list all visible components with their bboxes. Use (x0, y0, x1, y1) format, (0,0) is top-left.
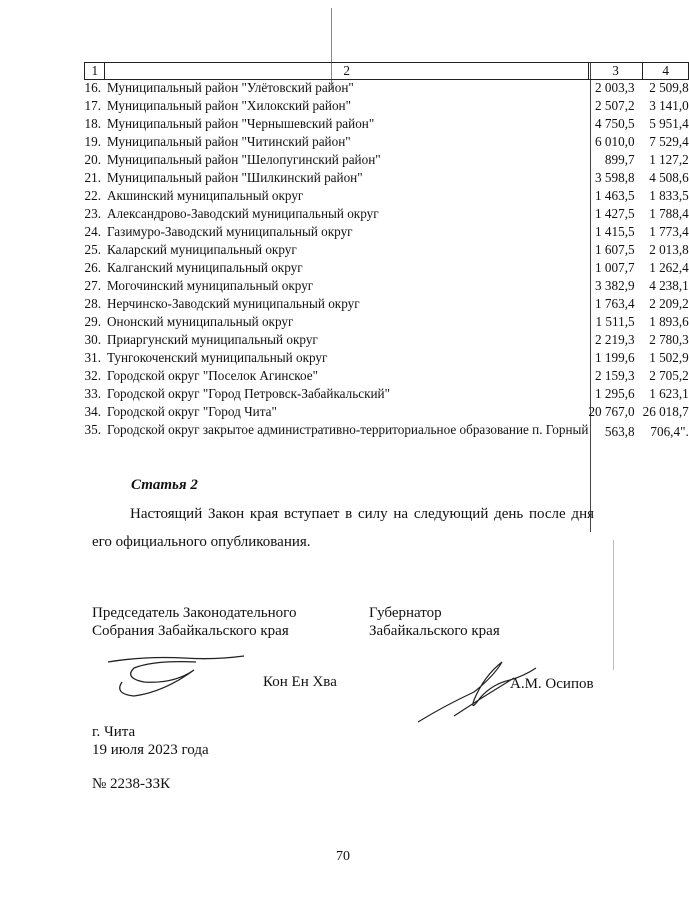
row-value-col3: 4 750,5 (595, 116, 635, 131)
row-value-col4: 1 502,9 (649, 350, 689, 365)
row-number: 32. (84, 368, 101, 383)
row-municipality-name: Ононский муниципальный округ (106, 314, 294, 329)
table-row (85, 170, 689, 188)
row-number: 20. (84, 152, 101, 167)
row-value-col3: 1 199,6 (595, 350, 635, 365)
row-value-col4: 1 773,4 (649, 224, 689, 239)
row-municipality-name: Муниципальный район "Улётовский район" (106, 80, 354, 95)
row-municipality-name: Муниципальный район "Чернышевский район" (106, 116, 375, 131)
row-number: 27. (84, 278, 101, 293)
table-row (85, 296, 689, 314)
row-value-col3: 1 427,5 (595, 206, 635, 221)
row-number: 28. (84, 296, 101, 311)
row-number: 22. (84, 188, 101, 203)
row-number: 30. (84, 332, 101, 347)
row-municipality-name: Городской округ "Город Петровск-Забайкальский" (106, 386, 390, 401)
table-row (85, 98, 689, 116)
row-municipality-name: Каларский муниципальный округ (106, 242, 297, 257)
table-row (85, 242, 689, 260)
table-row (85, 116, 689, 134)
table-row (85, 152, 689, 170)
row-value-col3: 1 511,5 (595, 314, 635, 329)
row-value-col4: 2 705,2 (649, 368, 689, 383)
row-number: 24. (84, 224, 101, 239)
table-row (85, 368, 689, 386)
row-value-col3: 2 159,3 (595, 368, 635, 383)
row-value-col4: 1 262,4 (649, 260, 689, 275)
row-value-col4: 2 780,3 (649, 332, 689, 347)
row-value-col4: 1 127,2 (649, 152, 689, 167)
row-value-col3: 3 598,8 (595, 170, 635, 185)
table-row (85, 422, 689, 440)
row-number: 34. (84, 404, 101, 419)
row-value-col4: 7 529,4 (649, 134, 689, 149)
row-number: 23. (84, 206, 101, 221)
header-col-3: 3 (588, 63, 642, 80)
row-value-col4: 3 141,0 (649, 98, 689, 113)
table-row (85, 314, 689, 332)
right-signatory-name: А.М. Осипов (510, 676, 594, 692)
row-value-col3: 1 607,5 (595, 242, 635, 257)
table-row (85, 134, 689, 152)
row-value-col3: 563,8 (604, 424, 635, 439)
page-number: 70 (336, 849, 350, 864)
row-value-col4: 2 013,8 (649, 242, 689, 257)
row-number: 18. (84, 116, 101, 131)
row-value-col3: 1 463,5 (595, 188, 635, 203)
table-row (85, 188, 689, 206)
row-value-col4: 4 238,1 (649, 278, 689, 293)
row-municipality-name: Газимуро-Заводский муниципальный округ (106, 224, 353, 239)
row-value-col4: 1 788,4 (649, 206, 689, 221)
table-row (85, 260, 689, 278)
header-col-1: 1 (85, 63, 105, 80)
row-number: 29. (84, 314, 101, 329)
date: 19 июля 2023 года (92, 742, 209, 758)
left-title-line2: Собрания Забайкальского края (92, 623, 289, 639)
row-value-col4: 1 833,5 (649, 188, 689, 203)
article-title: Статья 2 (131, 477, 198, 493)
row-value-col3: 1 007,7 (595, 260, 635, 275)
right-title-line2: Забайкальского края (369, 623, 500, 639)
place-and-date (92, 723, 209, 759)
row-municipality-name: Городской округ "Город Чита" (106, 404, 277, 419)
header-col-4: 4 (643, 63, 689, 80)
row-municipality-name: Калганский муниципальный округ (106, 260, 303, 275)
right-signatory-title (369, 604, 500, 640)
row-number: 21. (84, 170, 101, 185)
left-signatory-title (92, 604, 296, 640)
row-municipality-name: Муниципальный район "Читинский район" (106, 134, 351, 149)
row-value-col4: 2 509,8 (649, 80, 689, 95)
header-col-2: 2 (105, 63, 588, 80)
row-value-col4: 1 893,6 (649, 314, 689, 329)
row-number: 25. (84, 242, 101, 257)
row-value-col4: 2 209,2 (649, 296, 689, 311)
row-value-col4: 1 623,1 (649, 386, 689, 401)
row-number: 19. (84, 134, 101, 149)
row-value-col3: 1 415,5 (595, 224, 635, 239)
row-municipality-name: Городской округ закрытое административно-территориальное образование п. Горный (106, 422, 589, 437)
table-row (85, 386, 689, 404)
right-title-line1: Губернатор (369, 605, 442, 621)
article-body: Настоящий Закон края вступает в силу на следующий день после дня его официального опубликования. (92, 506, 594, 550)
row-value-col3: 899,7 (604, 152, 635, 167)
table-header-row (85, 63, 689, 80)
table-row (85, 224, 689, 242)
table-row (85, 350, 689, 368)
left-signature-image (104, 652, 254, 702)
row-number: 16. (84, 80, 101, 95)
row-value-col4: 706,4". (650, 424, 689, 439)
scan-artifact-line (613, 540, 614, 670)
row-number: 31. (84, 350, 101, 365)
table-row (85, 80, 689, 99)
row-value-col3: 2 003,3 (595, 80, 635, 95)
row-value-col3: 20 767,0 (588, 404, 635, 419)
table-row (85, 332, 689, 350)
row-municipality-name: Нерчинско-Заводский муниципальный округ (106, 296, 360, 311)
row-value-col4: 26 018,7 (642, 404, 689, 419)
row-value-col3: 2 219,3 (595, 332, 635, 347)
table-row (85, 278, 689, 296)
row-municipality-name: Акшинский муниципальный округ (106, 188, 304, 203)
row-value-col3: 1 763,4 (595, 296, 635, 311)
row-municipality-name: Могочинский муниципальный округ (106, 278, 314, 293)
row-municipality-name: Муниципальный район "Хилокский район" (106, 98, 351, 113)
row-number: 35. (84, 422, 101, 437)
row-municipality-name: Александрово-Заводский муниципальный округ (106, 206, 379, 221)
row-number: 17. (84, 98, 101, 113)
left-signatory-name: Кон Ен Хва (263, 674, 337, 690)
place: г. Чита (92, 724, 136, 740)
row-number: 26. (84, 260, 101, 275)
row-value-col4: 4 508,6 (649, 170, 689, 185)
document-number: № 2238-ЗЗК (92, 776, 171, 792)
row-municipality-name: Муниципальный район "Шилкинский район" (106, 170, 363, 185)
row-municipality-name: Приаргунский муниципальный округ (106, 332, 318, 347)
table-row (85, 404, 689, 422)
row-municipality-name: Городской округ "Поселок Агинское" (106, 368, 319, 383)
row-number: 33. (84, 386, 101, 401)
row-value-col3: 2 507,2 (595, 98, 635, 113)
row-value-col3: 3 382,9 (595, 278, 635, 293)
table-row (85, 206, 689, 224)
row-municipality-name: Тунгокоченский муниципальный округ (106, 350, 328, 365)
row-value-col3: 1 295,6 (595, 386, 635, 401)
row-municipality-name: Муниципальный район "Шелопугинский район" (106, 152, 381, 167)
budget-distribution-table (84, 62, 689, 440)
row-value-col3: 6 010,0 (595, 134, 635, 149)
row-value-col4: 5 951,4 (649, 116, 689, 131)
left-title-line1: Председатель Законодательного (92, 605, 297, 621)
